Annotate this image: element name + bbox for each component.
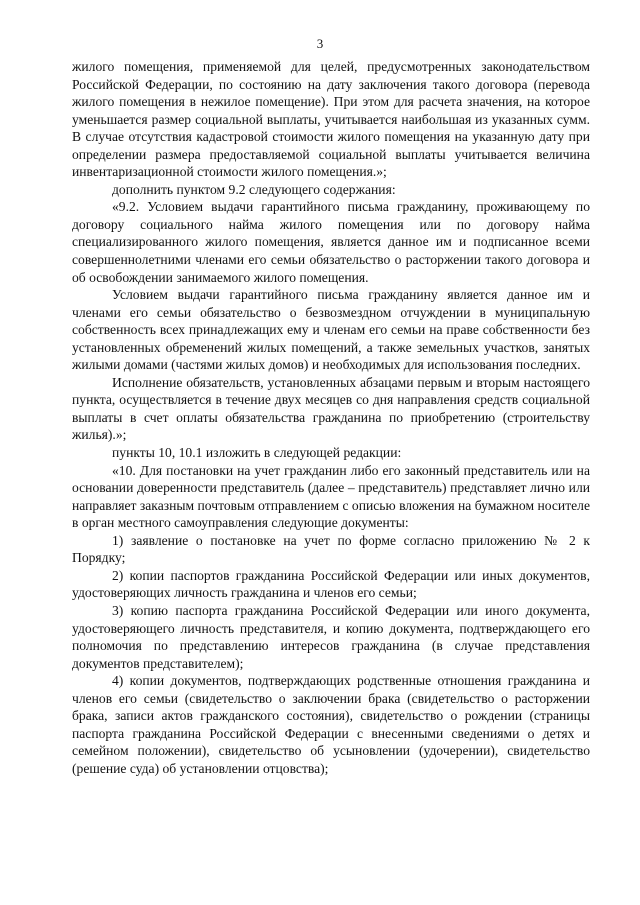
list-item-1: 1) заявление о постановке на учет по форме согласно приложению № 2 к Порядку; — [72, 532, 590, 566]
list-item-2: 2) копии паспортов гражданина Российской Федерации или иных документов, удостоверяющих личность гражданина и членов его семьи; — [72, 567, 590, 601]
paragraph-continuation: жилого помещения, применяемой для целей, предусмотренных законодательством Российской Федерации, по состоянию на дату заключения такого договора (перевода жилого помещения в нежилое помещение). При этом для расчета значения, на которое уменьшается размер социальной выплаты, учитывается наибольшая из указанных сумм. В случае отсутствия кадастровой стоимости жилого помещения на указанную дату при определении размера предоставляемой социальной выплаты учитывается величина инвентаризационной стоимости жилого помещения.»; — [72, 59, 590, 180]
paragraph-9-2-second: Условием выдачи гарантийного письма гражданину является данное им и членами его семьи обязательство о безвозмездном отчуждении в муниципальную собственность всех принадлежащих ему и членам его семьи на праве собственности без установленных обременений жилых помещений, а также земельных участков, занятых жилыми домами (частями жилых домов) и необходимых для использования последних. — [72, 287, 590, 373]
list-item-3: 3) копию паспорта гражданина Российской Федерации или иного документа, удостоверяющего личность представителя, и копию документа, подтверждающего его полномочия по представлению интересов гражданина (в случае представления документов представителем); — [72, 602, 590, 671]
paragraph-10-main: «10. Для постановки на учет гражданин либо его законный представитель или на основании доверенности представитель (далее – представитель) представляет лично или направляет заказным почтовым отправлением с описью вложения на бумажном носителе в орган местного самоуправления следующие документы: — [72, 462, 590, 531]
page-number: 3 — [316, 36, 324, 51]
paragraph-9-2-third: Исполнение обязательств, установленных абзацами первым и вторым настоящего пункта, осуществляется в течение двух месяцев со дня направления средств социальной выплаты в счет оплаты обязательства гражданина по приобретению (строительству жилья).»; — [72, 374, 590, 443]
paragraph-9-2-first: «9.2. Условием выдачи гарантийного письма гражданину, проживающему по договору социального найма жилого помещения или по договору найма специализированного жилого помещения, является данное им и подписанное всеми совершеннолетними членами его семьи обязательство о расторжении такого договора и об освобождении занимаемого жилого помещения. — [72, 199, 590, 285]
paragraph-amendment-10-intro: пункты 10, 10.1 изложить в следующей редакции: — [112, 445, 402, 461]
paragraph-amendment-9-2-intro: дополнить пунктом 9.2 следующего содержания: — [112, 181, 396, 197]
document-body — [72, 58, 590, 777]
list-item-4: 4) копии документов, подтверждающих родственные отношения гражданина и членов его семьи (свидетельство о заключении брака (свидетельство о расторжении брака, записи актов гражданского состояния), свидетельство о рождении (страницы паспорта гражданина Российской Федерации с внесенными сведениями о детях и семейном положении), свидетельство об усыновлении (удочерении), свидетельство (решение суда) об установлении отцовства); — [72, 673, 590, 776]
